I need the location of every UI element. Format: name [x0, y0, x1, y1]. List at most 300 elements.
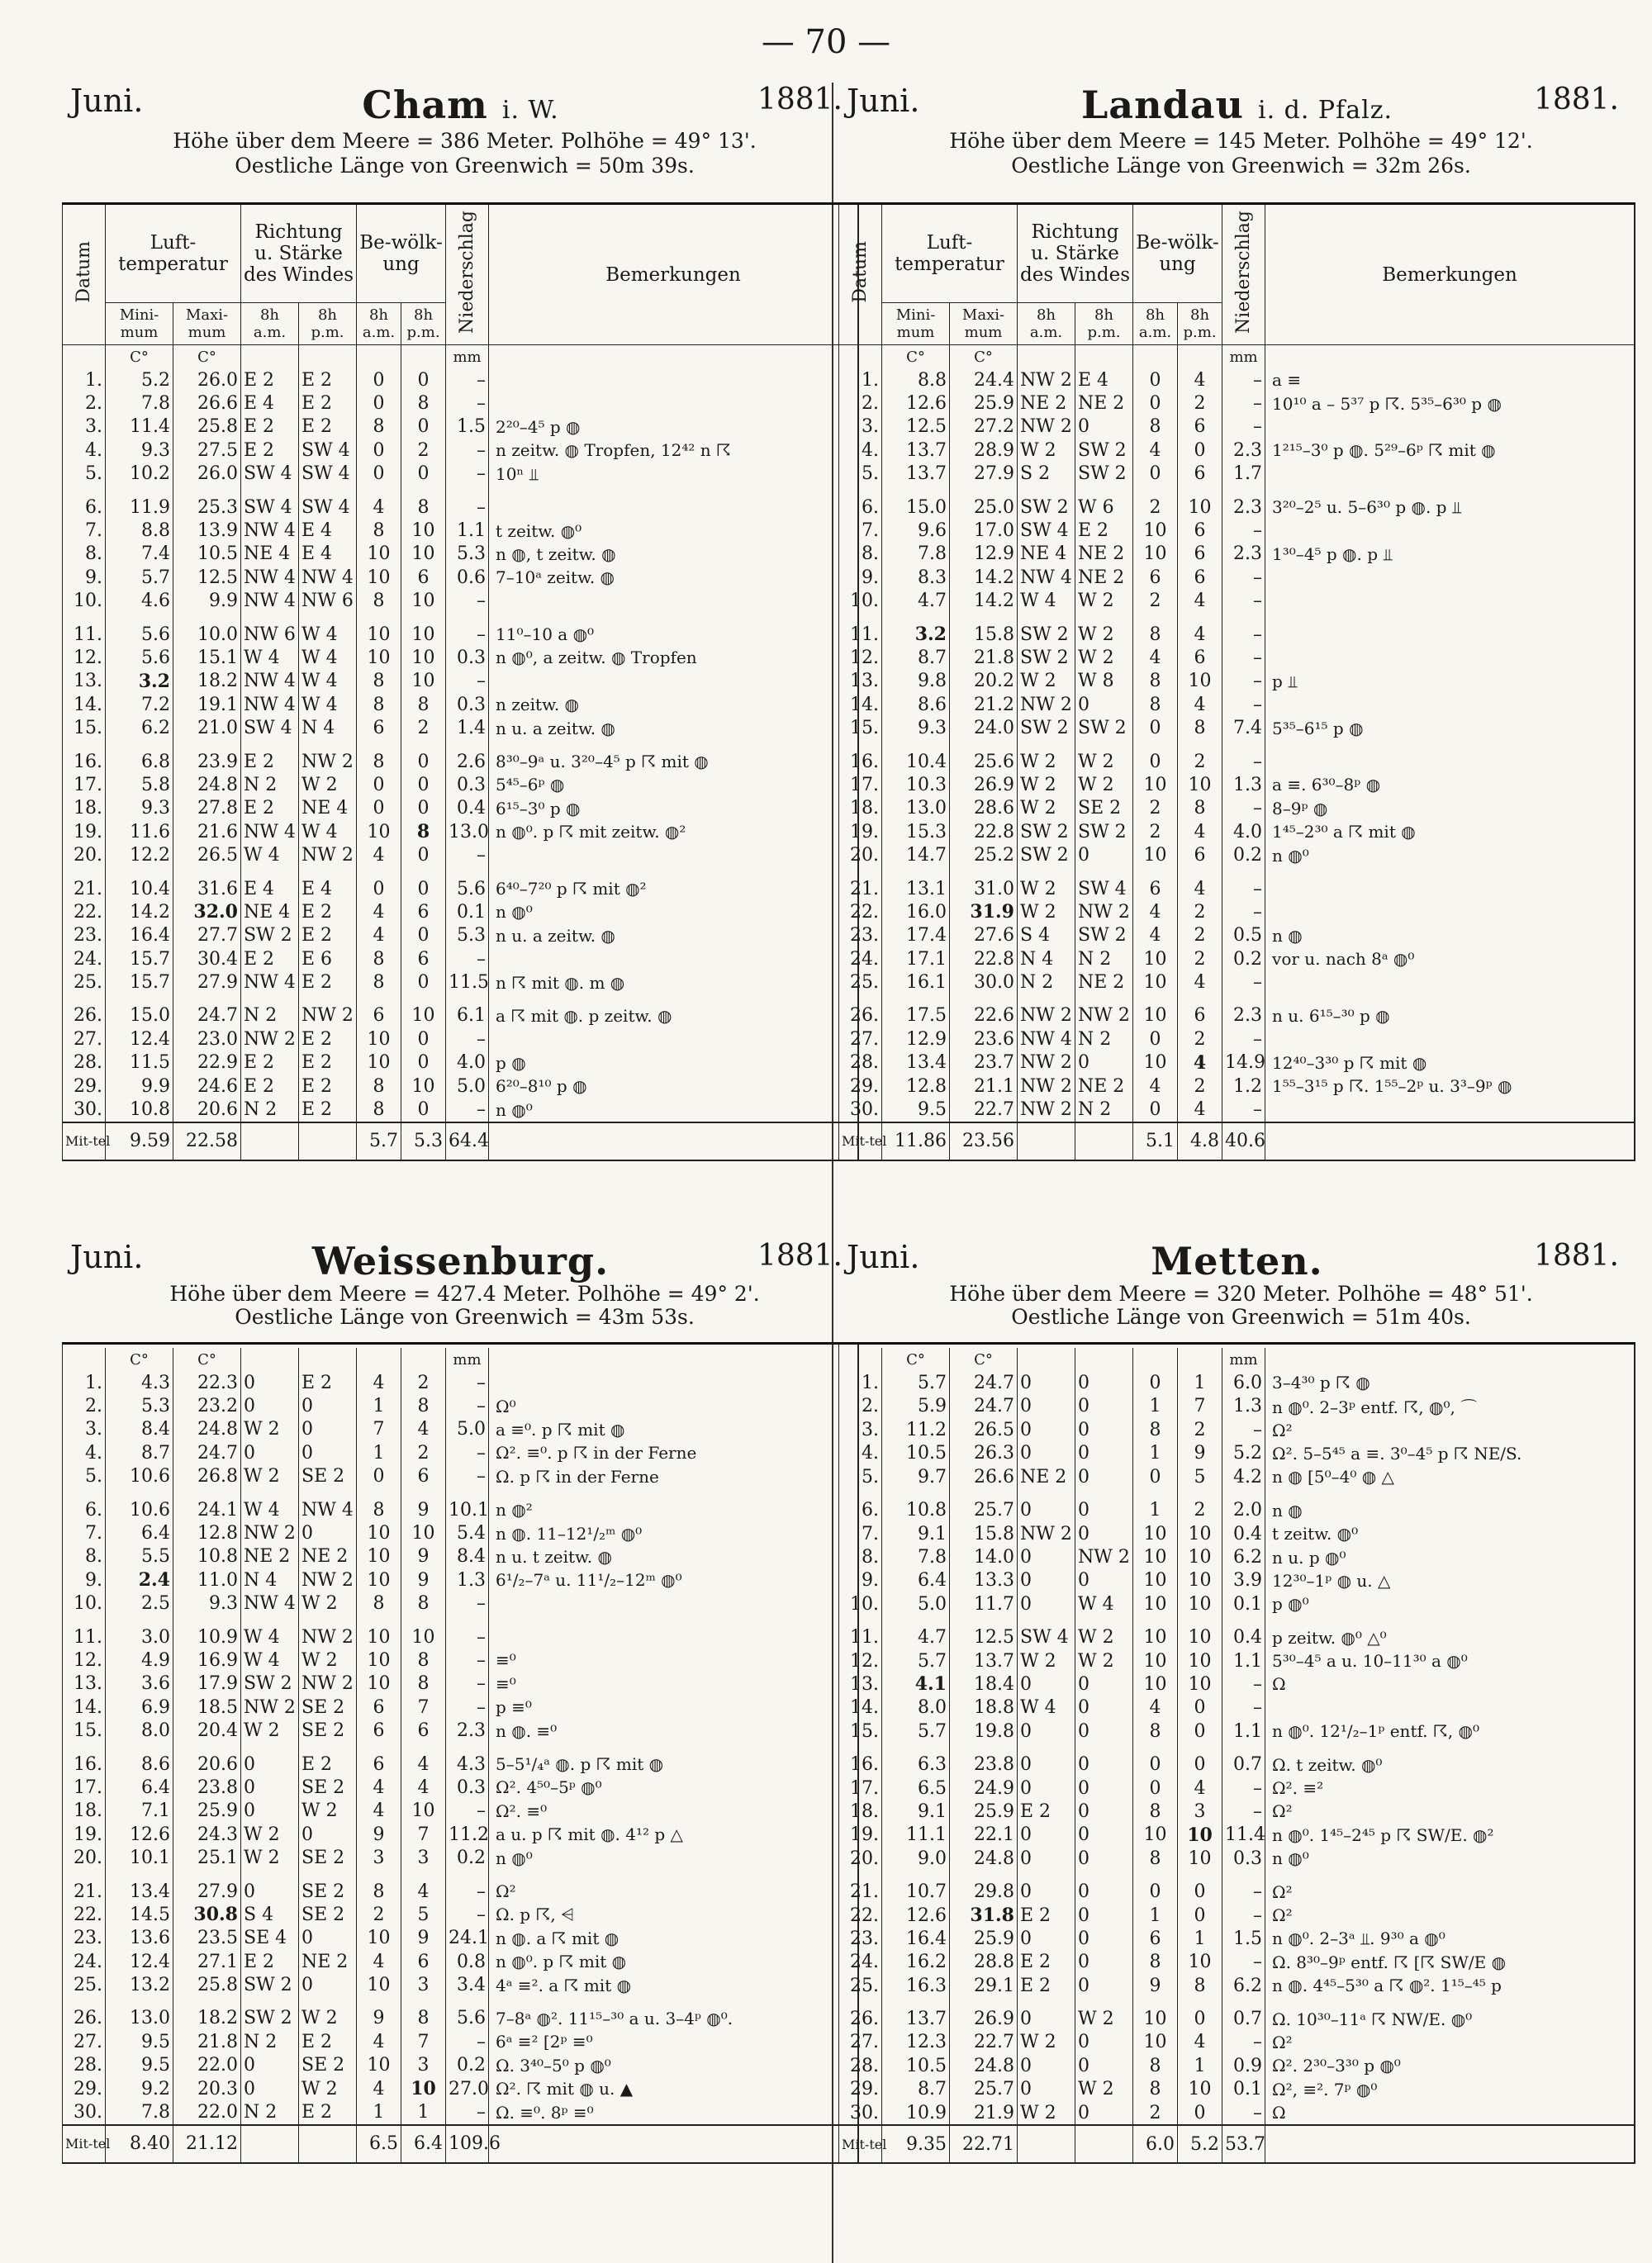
table-cell: S 4 [241, 1903, 299, 1926]
col-wind-am: 8h a.m. [1018, 303, 1075, 345]
table-row [63, 670, 859, 693]
table-cell: 25.2 [950, 843, 1018, 866]
table-cell: 0 [1075, 1672, 1133, 1696]
table-cell: 27.9 [950, 463, 1018, 486]
table-row [839, 1442, 1635, 1465]
col-wind: Richtung u. Stärke des Windes [1018, 204, 1133, 303]
col-bew: Be-wölk-ung [357, 204, 446, 303]
table-cell: 8 [401, 820, 446, 843]
table-cell: 0 [1018, 1592, 1075, 1615]
table-cell: 19. [63, 1823, 106, 1846]
table-cell: 29.8 [950, 1880, 1018, 1903]
col-datum: Datum [63, 204, 106, 345]
col-bew-am: 8h a.m. [357, 303, 401, 345]
table-cell: 1 [1178, 1927, 1222, 1950]
mittel-cell [489, 1122, 858, 1160]
table-cell: n ◍⁰. 1⁴⁵–2⁴⁵ p ☈ SW/E. ◍² [1265, 1824, 1635, 1847]
table-cell: 25.7 [950, 1499, 1018, 1522]
table-cell: W 2 [241, 1465, 299, 1488]
table-cell [489, 590, 858, 613]
table-cell: 0 [357, 463, 401, 486]
table-row [63, 1625, 859, 1649]
table-cell: – [446, 1696, 489, 1719]
table-cell: 1 [1178, 2054, 1222, 2077]
table-cell: – [446, 1098, 489, 1122]
table-cell: 0 [1133, 391, 1178, 415]
table-cell: 0 [1133, 1777, 1178, 1800]
table-cell: 10.9 [882, 2101, 950, 2125]
mittel-label: Mit-tel [839, 1122, 882, 1160]
table-row [839, 496, 1635, 519]
table-cell: NW 4 [1018, 1027, 1075, 1051]
table-cell: 14.2 [950, 590, 1018, 613]
table-cell: NW 4 [241, 693, 299, 716]
table-cell: 0.4 [1222, 1626, 1265, 1649]
table-cell: W 2 [1018, 773, 1075, 796]
table-cell: 10 [1133, 1522, 1178, 1545]
table-cell: E 2 [1075, 519, 1133, 542]
table-cell: 8.3 [882, 566, 950, 589]
unit-mm: mm [1222, 345, 1265, 369]
table-cell: SW 4 [1075, 877, 1133, 900]
table-cell: W 2 [1018, 670, 1075, 693]
table-cell [489, 368, 858, 391]
table-cell: 10.2 [106, 463, 173, 486]
table-row [63, 1545, 859, 1568]
table-cell: 18.2 [173, 2007, 241, 2030]
table-cell: – [446, 1625, 489, 1649]
table-cell: 6 [401, 1719, 446, 1742]
table-cell: W 2 [1018, 2101, 1075, 2125]
table-cell: 7.1 [106, 1800, 173, 1823]
table-cell: E 2 [299, 1753, 357, 1776]
table-cell: 4 [1178, 590, 1222, 613]
table-cell: 7. [63, 519, 106, 542]
table-cell: 10 [1133, 947, 1178, 970]
mittel-cell [299, 1122, 357, 1160]
table-row [63, 566, 859, 589]
table-cell: 0.8 [446, 1950, 489, 1973]
table-cell: 2 [1178, 1075, 1222, 1098]
table-cell: 18.4 [950, 1672, 1018, 1696]
table-cell: n u. t zeitw. ◍ [489, 1545, 859, 1568]
table-cell: 0 [1178, 2007, 1222, 2030]
table-cell: E 2 [241, 750, 299, 773]
table-cell: 10 [357, 1649, 401, 1672]
table-cell: 10 [1178, 1592, 1222, 1615]
table-row [839, 1927, 1635, 1950]
table-cell: 2 [1133, 797, 1178, 820]
table-cell: 22. [839, 900, 882, 923]
table-cell: 1.4 [446, 716, 489, 739]
table-cell: 16.0 [882, 900, 950, 923]
table-row [63, 1776, 859, 1799]
table-cell: 10 [1178, 1545, 1222, 1568]
col-datum: Datum [839, 204, 882, 345]
table-cell: 10 [1133, 1545, 1178, 1568]
table-cell: 17.1 [882, 947, 950, 970]
table-cell: n ◍. a ☈ mit ◍ [489, 1927, 859, 1950]
table-cell: – [446, 1672, 489, 1696]
table-cell: 12.4 [106, 1027, 173, 1051]
table-cell: 8 [401, 1394, 446, 1417]
table-cell: 1. [63, 1371, 106, 1394]
table-row [839, 1847, 1635, 1870]
table-cell: 7. [839, 1522, 882, 1545]
table-cell: 12.9 [950, 543, 1018, 566]
table-cell: Ω². ☈ mit ◍ u. ▲ [489, 2077, 859, 2100]
table-row [839, 947, 1635, 970]
table-cell: E 2 [299, 970, 357, 994]
table-cell: NE 2 [299, 1950, 357, 1973]
table-cell: 2 [1133, 2101, 1178, 2125]
table-cell: 0 [357, 1465, 401, 1488]
table-cell: Ω² [1265, 1880, 1635, 1903]
table-cell: 0.1 [1222, 1592, 1265, 1615]
table-cell: 23.7 [950, 1051, 1018, 1075]
table-row [63, 519, 859, 542]
table-cell: W 2 [1075, 623, 1133, 646]
table-cell: 9.9 [173, 590, 241, 613]
table-cell: 27.1 [173, 1950, 241, 1973]
table-cell: 0 [401, 924, 446, 947]
table-row [63, 496, 859, 519]
table-cell: 6.4 [882, 1569, 950, 1592]
table-cell: NW 4 [241, 820, 299, 843]
table-cell: SW 4 [241, 716, 299, 739]
table-cell: 0 [1075, 2101, 1133, 2125]
table-cell: 10 [1133, 843, 1178, 866]
table-cell: 2 [401, 439, 446, 462]
table-cell: 0 [241, 2077, 299, 2100]
table-cell: SW 2 [1075, 820, 1133, 843]
table-cell: W 4 [299, 646, 357, 669]
table-cell: – [446, 439, 489, 462]
table-cell: 0 [1075, 1522, 1133, 1545]
table-cell: SW 2 [241, 1672, 299, 1696]
mittel-cell [489, 2125, 859, 2163]
table-cell: 0 [1133, 750, 1178, 773]
table-cell: n ◍² [489, 1498, 859, 1521]
table-row [839, 1800, 1635, 1823]
table-cell: 8.4 [446, 1545, 489, 1568]
table-cell: 0 [1075, 415, 1133, 439]
table-cell: 8 [357, 1880, 401, 1903]
table-cell: W 2 [241, 1823, 299, 1846]
table-cell: NE 2 [241, 1545, 299, 1568]
table-row [63, 1075, 859, 1098]
table-cell: 25.0 [950, 496, 1018, 519]
table-cell: 0 [241, 1776, 299, 1799]
table-cell: 14. [839, 1696, 882, 1720]
station-header [62, 83, 859, 202]
table-cell: 3.9 [1222, 1569, 1265, 1592]
table-cell: 0 [1133, 368, 1178, 391]
table-cell: 6.2 [1222, 1974, 1265, 1997]
table-cell: 8 [357, 750, 401, 773]
table-row [839, 900, 1635, 923]
table-cell: 6.5 [882, 1777, 950, 1800]
station-header [62, 1239, 859, 1342]
table-cell: 14. [63, 693, 106, 716]
table-cell: 6 [401, 1950, 446, 1973]
table-cell: 22.6 [950, 1004, 1018, 1027]
table-cell: 20. [63, 1846, 106, 1869]
table-cell: 10.0 [173, 623, 241, 646]
table-cell: – [1222, 623, 1265, 646]
table-cell: 26. [839, 2007, 882, 2030]
table-cell: E 2 [299, 1371, 357, 1394]
table-cell: W 2 [299, 1800, 357, 1823]
table-cell: NE 2 [1018, 391, 1075, 415]
table-cell: 14.2 [106, 900, 173, 923]
table-cell: W 2 [1018, 750, 1075, 773]
mittel-row [839, 2125, 1635, 2163]
table-row [63, 970, 859, 994]
table-cell: 1.3 [1222, 773, 1265, 796]
table-cell: 10.9 [173, 1625, 241, 1649]
table-cell: 0 [299, 1521, 357, 1544]
table-cell: 0 [1018, 1824, 1075, 1847]
table-cell: 2. [839, 1394, 882, 1418]
table-cell: 19.8 [950, 1720, 1018, 1743]
table-cell: 8³⁰–9ᵃ u. 3²⁰–4⁵ p ☈ mit ◍ [489, 750, 858, 773]
table-cell: E 2 [299, 924, 357, 947]
table-cell: 1.1 [1222, 1720, 1265, 1743]
table-cell: 11.2 [446, 1823, 489, 1846]
table-row [63, 1568, 859, 1592]
table-cell: 27.7 [173, 924, 241, 947]
table-row [839, 1371, 1635, 1394]
table-cell: 3 [401, 1846, 446, 1869]
table-cell: NW 4 [241, 590, 299, 613]
table-cell: 0 [401, 463, 446, 486]
table-cell: 28. [63, 1051, 106, 1075]
table-cell: 26.6 [950, 1465, 1018, 1488]
table-cell: 6ᵃ ≡² [2ᵖ ≡⁰ [489, 2030, 859, 2053]
table-cell: – [1222, 1880, 1265, 1903]
table-row [63, 1441, 859, 1464]
table-cell: 5³⁵–6¹⁵ p ◍ [1265, 716, 1635, 739]
table-cell: 21. [63, 1880, 106, 1903]
table-cell: N 2 [241, 773, 299, 796]
observation-table [838, 1342, 1635, 2164]
table-cell: n ◍. 11–12¹/₂ᵐ ◍⁰ [489, 1521, 859, 1544]
table-cell: 5. [839, 1465, 882, 1488]
observation-table [62, 202, 859, 1161]
table-cell: NW 2 [299, 750, 357, 773]
table-cell: 24.9 [950, 1777, 1018, 1800]
table-cell: 0 [1133, 1371, 1178, 1394]
table-cell: 10.1 [446, 1498, 489, 1521]
table-cell: 24. [63, 947, 106, 970]
table-cell: 3. [63, 1418, 106, 1441]
table-cell: 14.7 [882, 843, 950, 866]
table-cell: 2.4 [106, 1568, 173, 1592]
table-row [839, 1777, 1635, 1800]
table-cell: 0 [1075, 1720, 1133, 1743]
table-cell: 9. [839, 1569, 882, 1592]
table-cell: E 2 [241, 1075, 299, 1098]
table-cell: 8–9ᵖ ◍ [1265, 797, 1635, 820]
table-cell: 9.1 [882, 1800, 950, 1823]
table-cell: E 2 [299, 1075, 357, 1098]
table-cell: 16. [839, 1753, 882, 1776]
table-cell: W 4 [299, 820, 357, 843]
table-row [839, 1098, 1635, 1122]
table-cell: 1.3 [446, 1568, 489, 1592]
table-cell: n zeitw. ◍ [489, 693, 858, 716]
table-cell: 7.8 [106, 391, 173, 415]
table-cell: 10 [401, 646, 446, 669]
table-cell: 5.5 [106, 1545, 173, 1568]
table-cell: – [446, 496, 489, 519]
table-cell: W 2 [1018, 439, 1075, 462]
table-cell: 0 [1018, 2007, 1075, 2030]
table-cell: – [446, 1441, 489, 1464]
table-cell [489, 947, 858, 970]
table-cell: 23.5 [173, 1927, 241, 1950]
table-cell: SE 2 [299, 1880, 357, 1903]
table-cell: W 2 [1075, 750, 1133, 773]
table-cell: 2 [1178, 391, 1222, 415]
table-cell: a ≡⁰. p ☈ mit ◍ [489, 1418, 859, 1441]
table-row [839, 415, 1635, 439]
table-cell [1265, 590, 1635, 613]
table-cell: 14.9 [1222, 1051, 1265, 1075]
table-cell: 10 [1178, 1672, 1222, 1696]
table-cell: 22.7 [950, 1098, 1018, 1122]
table-row [63, 797, 859, 820]
table-cell: 4 [1133, 439, 1178, 462]
table-cell: 21.2 [950, 693, 1018, 716]
table-cell: W 2 [241, 1418, 299, 1441]
table-cell: 8. [63, 543, 106, 566]
table-cell: 11⁰–10 a ◍⁰ [489, 623, 858, 646]
col-max: Maxi-mum [950, 303, 1018, 345]
table-cell: W 2 [1075, 590, 1133, 613]
table-cell: Ω². 4⁵⁰–5ᵖ ◍⁰ [489, 1776, 859, 1799]
table-cell: W 2 [1018, 1649, 1075, 1672]
table-cell: – [1222, 750, 1265, 773]
table-cell: 8. [839, 1545, 882, 1568]
table-row [63, 1371, 859, 1394]
table-cell: 0 [357, 773, 401, 796]
table-cell: 29. [63, 2077, 106, 2100]
table-cell: 23. [63, 1927, 106, 1950]
table-cell: 7. [839, 519, 882, 542]
table-cell: 24.7 [950, 1371, 1018, 1394]
table-cell: 18. [839, 797, 882, 820]
table-cell: 31.6 [173, 877, 241, 900]
table-cell: n ◍⁰. p ☈ mit zeitw. ◍² [489, 820, 858, 843]
station-panel [62, 83, 859, 1161]
table-cell: 19. [839, 1824, 882, 1847]
table-cell: 25.3 [173, 496, 241, 519]
table-cell: – [446, 1592, 489, 1615]
table-cell: E 4 [241, 877, 299, 900]
table-cell: p ◍⁰ [1265, 1592, 1635, 1615]
mittel-cell: 11.86 [882, 1122, 950, 1160]
table-row [839, 1418, 1635, 1441]
table-cell: 0 [1178, 1880, 1222, 1903]
table-row [839, 1824, 1635, 1847]
table-cell: 21.0 [173, 716, 241, 739]
table-cell: 10 [357, 1672, 401, 1696]
table-cell: 26.6 [173, 391, 241, 415]
table-cell: 13. [839, 670, 882, 693]
table-cell: W 2 [299, 1649, 357, 1672]
table-cell: 30. [63, 1098, 106, 1122]
table-cell: 5. [63, 1465, 106, 1488]
table-cell: 4 [401, 1753, 446, 1776]
table-cell: – [1222, 1098, 1265, 1122]
table-row [839, 543, 1635, 566]
table-cell: 0 [1018, 1777, 1075, 1800]
table-cell: Ω² [1265, 2031, 1635, 2054]
table-cell: 17. [839, 1777, 882, 1800]
station-title [62, 1239, 859, 1283]
table-cell: 11.0 [173, 1568, 241, 1592]
table-cell: 0 [1075, 693, 1133, 716]
table-cell: 4 [1178, 820, 1222, 843]
table-cell [1265, 519, 1635, 542]
table-cell: Ω. ≡⁰. 8ᵖ ≡⁰ [489, 2100, 859, 2124]
table-cell: 8 [357, 970, 401, 994]
table-cell: 4.1 [882, 1672, 950, 1696]
table-cell: 0 [241, 1394, 299, 1417]
table-cell: 0 [1075, 1777, 1133, 1800]
table-cell: Ω². 5–5⁴⁵ a ≡. 3⁰–4⁵ p ☈ NE/S. [1265, 1442, 1635, 1465]
table-cell: ≡⁰ [489, 1672, 859, 1696]
table-cell: 8.7 [106, 1441, 173, 1464]
table-row [63, 693, 859, 716]
table-cell: 5.2 [1222, 1442, 1265, 1465]
table-row [839, 797, 1635, 820]
table-cell: 4. [63, 1441, 106, 1464]
table-cell: 4 [1133, 900, 1178, 923]
unit-mm: mm [1222, 1348, 1265, 1371]
mittel-cell [241, 2125, 299, 2163]
table-cell: W 2 [1075, 2007, 1133, 2030]
table-cell: 28.6 [950, 797, 1018, 820]
table-cell [1265, 877, 1635, 900]
table-cell: 10.5 [882, 2054, 950, 2077]
table-cell: 15. [839, 1720, 882, 1743]
table-cell: SW 4 [241, 496, 299, 519]
table-cell: E 4 [299, 519, 357, 542]
table-cell [1265, 750, 1635, 773]
table-cell: 10 [357, 1568, 401, 1592]
table-cell: W 4 [241, 1649, 299, 1672]
table-row [63, 1753, 859, 1776]
mittel-cell: 109.6 [446, 2125, 489, 2163]
table-cell: 10 [1133, 543, 1178, 566]
table-cell: Ω² [489, 1880, 859, 1903]
table-cell: Ω. t zeitw. ◍⁰ [1265, 1753, 1635, 1776]
table-cell: E 6 [299, 947, 357, 970]
table-cell: N 2 [241, 1004, 299, 1027]
table-cell: W 4 [299, 623, 357, 646]
table-cell: NW 2 [299, 1568, 357, 1592]
table-cell: NW 6 [299, 590, 357, 613]
table-cell: NW 2 [299, 1672, 357, 1696]
table-cell: t zeitw. ◍⁰ [1265, 1522, 1635, 1545]
table-cell: 7 [401, 1696, 446, 1719]
table-cell: 8 [1133, 415, 1178, 439]
table-cell: 27.0 [446, 2077, 489, 2100]
mittel-cell [241, 1122, 299, 1160]
